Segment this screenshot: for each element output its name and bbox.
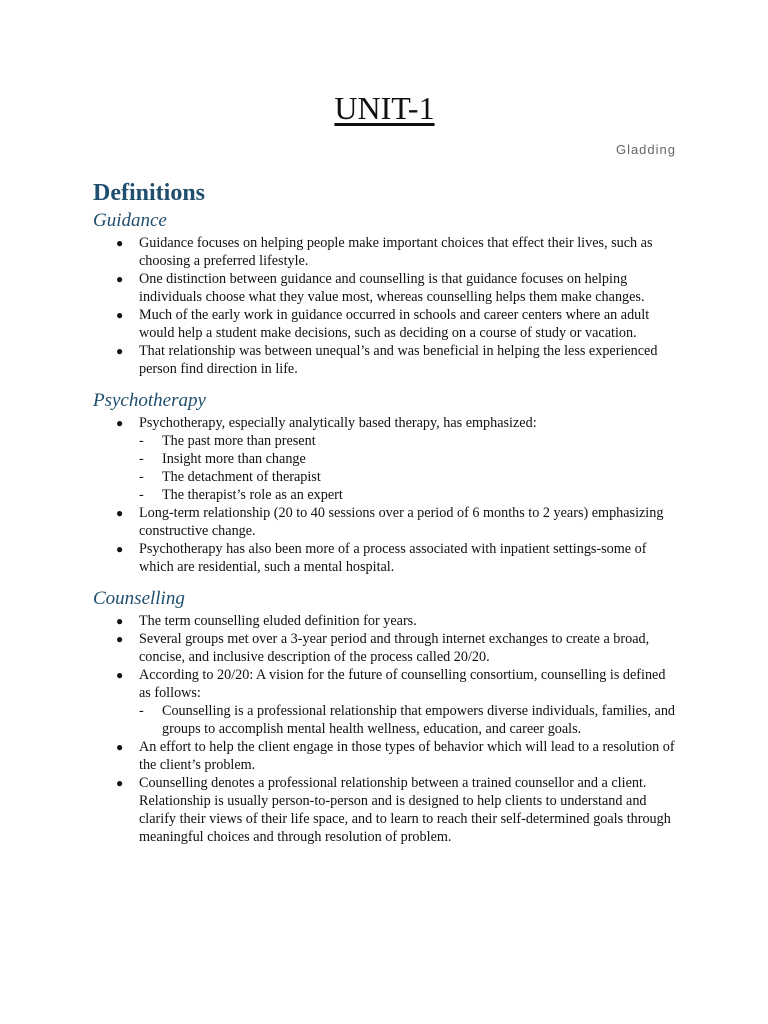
sub-list bbox=[139, 702, 676, 738]
dash-icon: - bbox=[139, 703, 144, 719]
bullet-icon: ● bbox=[116, 506, 124, 520]
list-item-text: An effort to help the client engage in those types of behavior which will lead to a resolution of the client’s problem. bbox=[139, 739, 675, 773]
dash-icon: - bbox=[139, 433, 144, 449]
dash-icon: - bbox=[139, 451, 144, 467]
sections-container bbox=[93, 208, 676, 846]
list-item bbox=[93, 774, 676, 846]
list-item-text: The term counselling eluded definition for years. bbox=[139, 613, 417, 629]
dash-icon: - bbox=[139, 487, 144, 503]
list-item bbox=[93, 270, 676, 306]
list-item-text: That relationship was between unequal’s and was beneficial in helping the less experienced person find direction in life. bbox=[139, 343, 658, 377]
sub-list-item bbox=[139, 468, 676, 486]
list-item-text: Long-term relationship (20 to 40 sessions over a period of 6 months to 2 years) emphasizing constructive change. bbox=[139, 505, 664, 539]
bullet-list bbox=[93, 414, 676, 576]
section-heading-guidance: Guidance bbox=[93, 210, 167, 231]
author-name: Gladding bbox=[615, 142, 676, 157]
bullet-list bbox=[93, 234, 676, 378]
sub-list-item bbox=[139, 432, 676, 450]
list-item bbox=[93, 612, 676, 630]
section-heading-psychotherapy: Psychotherapy bbox=[93, 390, 206, 411]
bullet-icon: ● bbox=[116, 614, 124, 628]
bullet-icon: ● bbox=[116, 740, 124, 754]
definitions-heading: Definitions bbox=[93, 180, 206, 206]
sub-list-item bbox=[139, 450, 676, 468]
section-heading-counselling: Counselling bbox=[93, 588, 185, 609]
sub-list-item-text: The detachment of therapist bbox=[162, 469, 321, 485]
dash-icon: - bbox=[139, 469, 144, 485]
list-item-text: Guidance focuses on helping people make important choices that effect their lives, such as choosing a preferred lifestyle. bbox=[139, 235, 653, 269]
list-item-text: Counselling denotes a professional relationship between a trained counsellor and a client. Relationship is usually person-to-person and is designed to help clients to understand and clarify their views of their life space, and to learn to reach their self-determined goals through meaningful choices and through resolution of problem. bbox=[139, 775, 671, 845]
list-item bbox=[93, 234, 676, 270]
bullet-icon: ● bbox=[116, 542, 124, 556]
list-item bbox=[93, 540, 676, 576]
bullet-icon: ● bbox=[116, 668, 124, 682]
list-item-text: Several groups met over a 3-year period and through internet exchanges to create a broad, concise, and inclusive description of the process called 20/20. bbox=[139, 631, 650, 665]
list-item-text: Much of the early work in guidance occurred in schools and career centers where an adult would help a student make decisions, such as deciding on a course of study or vacation. bbox=[139, 307, 650, 341]
list-item bbox=[93, 630, 676, 666]
list-item-text: According to 20/20: A vision for the future of counselling consortium, counselling is defined as follows: bbox=[139, 667, 666, 701]
list-item-text: One distinction between guidance and counselling is that guidance focuses on helping individuals choose what they value most, whereas counselling helps them make changes. bbox=[139, 271, 645, 305]
bullet-icon: ● bbox=[116, 308, 124, 322]
list-item bbox=[93, 414, 676, 504]
sub-list bbox=[139, 432, 676, 504]
bullet-icon: ● bbox=[116, 236, 124, 250]
list-item bbox=[93, 738, 676, 774]
page-title: UNIT-1 bbox=[334, 90, 435, 126]
sub-list-item-text: The past more than present bbox=[162, 433, 316, 449]
sub-list-item bbox=[139, 702, 676, 738]
bullet-icon: ● bbox=[116, 776, 124, 790]
document-page bbox=[93, 86, 676, 846]
bullet-list bbox=[93, 612, 676, 846]
list-item bbox=[93, 342, 676, 378]
list-item bbox=[93, 504, 676, 540]
list-item bbox=[93, 306, 676, 342]
bullet-icon: ● bbox=[116, 416, 124, 430]
list-item bbox=[93, 666, 676, 738]
bullet-icon: ● bbox=[116, 632, 124, 646]
list-item-text: Psychotherapy has also been more of a process associated with inpatient settings-some of which are residential, such a mental hospital. bbox=[139, 541, 647, 575]
list-item-text: Psychotherapy, especially analytically based therapy, has emphasized: bbox=[139, 415, 537, 431]
bullet-icon: ● bbox=[116, 272, 124, 286]
sub-list-item bbox=[139, 486, 676, 504]
sub-list-item-text: The therapist’s role as an expert bbox=[162, 487, 343, 503]
sub-list-item-text: Counselling is a professional relationship that empowers diverse individuals, families, and groups to accomplish mental health wellness, education, and career goals. bbox=[162, 703, 676, 737]
bullet-icon: ● bbox=[116, 344, 124, 358]
sub-list-item-text: Insight more than change bbox=[162, 451, 306, 467]
